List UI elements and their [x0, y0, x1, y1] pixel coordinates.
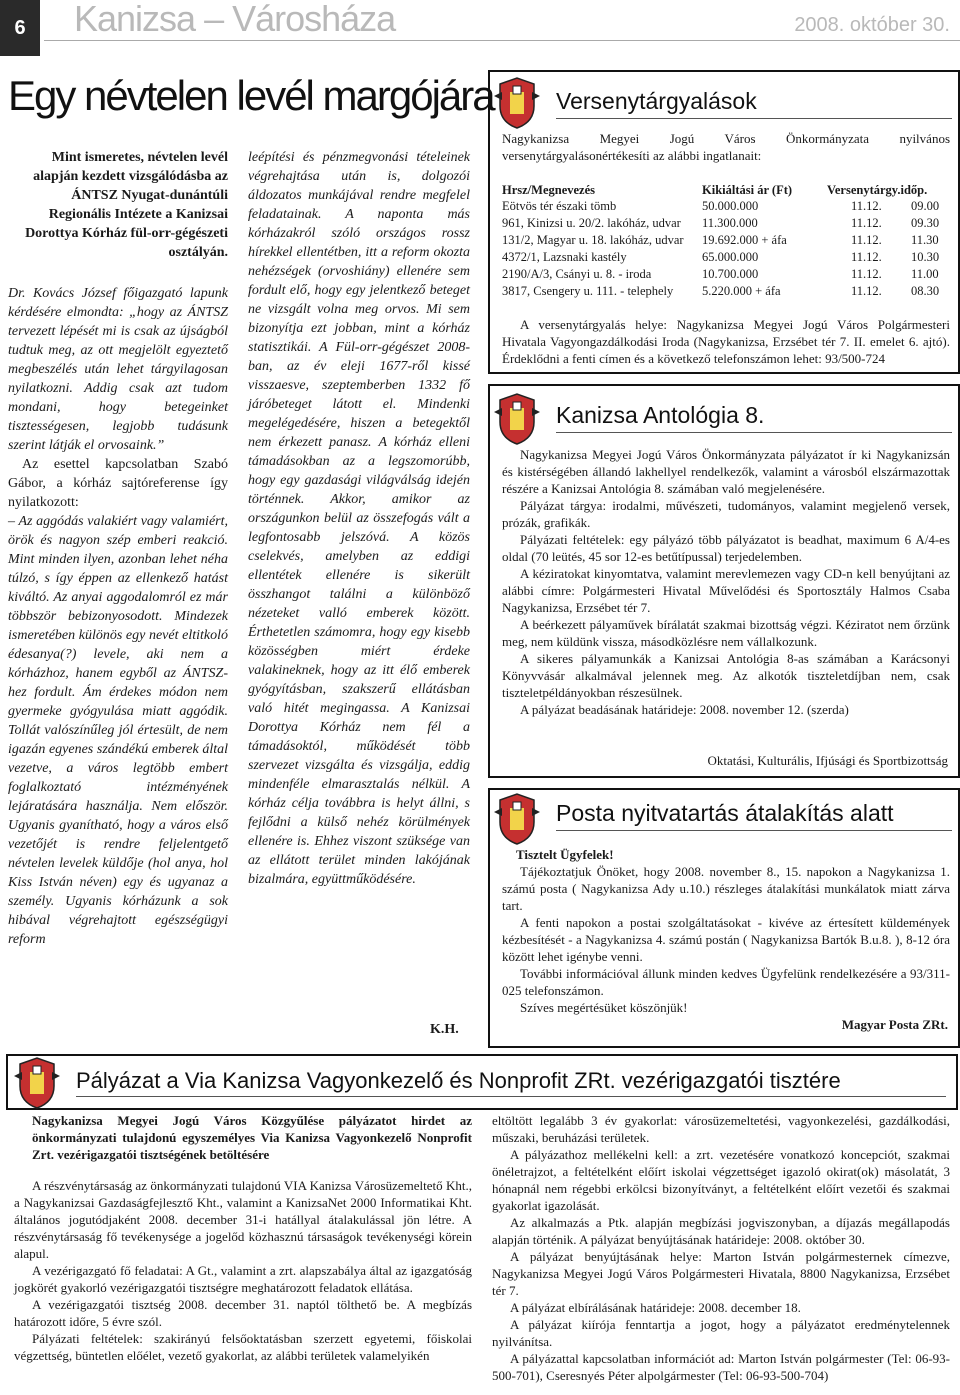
title-underline: [76, 1096, 946, 1097]
tender-paragraph: A részvénytársaság az önkormányzati tulajdonú VIA Kanizsa Városüzemeltető Kht., a Nagykanizsai Gazdaságfejlesztő Kht., valamint a KanizsaNet 2000 Informatikai Kht. általános jogutódjaként 2008. december 31-i hatállyal átalakulással jön létre. A részvénytársaság fő tevékenysége a jogelőd közhasznú társaságok tevékenységi körein alapul.: [14, 1178, 472, 1261]
post-paragraph: Tájékoztatjuk Önöket, hogy 2008. november 8., 15. napokon a Nagykanizsa 1. számú posta ( Nagykanizsa Ady u.10.) részleges átalakítási munkálatok miatt zárva tart.: [502, 864, 950, 913]
table-cell: 19.692.000 + áfa: [702, 233, 787, 247]
post-body: [502, 846, 950, 1016]
article-lead: Mint ismeretes, névtelen levél alapján kezdett vizsgálódásba az ÁNTSZ Nyugat-dunántúli Regionális Intézete a Kanizsai Dorottya Kórház fül-orr-gégészeti osztályán.: [25, 150, 228, 260]
table-cell: 09.00: [911, 199, 940, 213]
table-row: [502, 216, 939, 233]
anthology-paragraph: A pályázat beadásának határideje: 2008. november 12. (szerda): [520, 702, 849, 717]
table-row: [502, 250, 939, 267]
tender-paragraph: A pályázattal kapcsolatban információt ad: Marton István polgármester (Tel: 06-93-500-701), Cseresnyés Péter alpolgármester (Tel: 06-93-500-704): [492, 1351, 950, 1383]
table-cell: 11.12.: [851, 233, 882, 247]
anthology-paragraph: Pályázat tárgya: irodalmi, művészeti, tudományos, valamint megjelenő versek, prózák, grafikák.: [502, 498, 950, 530]
anthology-paragraph: A sikeres pályamunkák a Kanizsai Antológia 8-as számában a Karácsonyi Könyvvásár alkalmával jelennek meg. Az alkotók tiszteletdíjban nem, csak tiszteletpéldányokban részesülnek.: [502, 651, 950, 700]
table-cell: 11.12.: [851, 284, 882, 298]
table-cell: 11.00: [911, 267, 939, 281]
column-header: Versenytárgy.időp.: [827, 183, 928, 197]
tender-paragraph: A pályázat kiírója fenntartja a jogot, hogy a pályázatot eredménytelennek nyilvánítsa.: [492, 1317, 950, 1349]
tender-paragraph: A vezérigazgatói tisztség 2008. december 31. naptól tölthető be. A megbízás határozott időre, 5 évre szól.: [14, 1297, 472, 1329]
auction-intro: Nagykanizsa Megyei Jogú Város Önkormányzata nyilvános versenytárgyalásonértékesíti az alábbi ingatlanait:: [502, 131, 950, 163]
table-row: [502, 267, 939, 284]
anthology-paragraph: Pályázati feltételek: egy pályázó több pályázatot is beadhat, maximum 6 A/4-es oldal (70 leütés, 45 sor 12-es betűtípussal) terjedelemben.: [502, 532, 950, 564]
column-header: Hrsz/Megnevezés: [502, 183, 596, 197]
tender-title: Pályázat a Via Kanizsa Vagyonkezelő és Nonprofit ZRt. vezérigazgatói tisztére: [76, 1068, 841, 1093]
title-underline: [556, 118, 952, 119]
table-cell: 961, Kinizsi u. 20/2. lakóház, udvar: [502, 216, 681, 230]
page-number: 6: [0, 0, 40, 56]
table-cell: 11.300.000: [702, 216, 758, 230]
table-cell: 11.12.: [851, 216, 882, 230]
post-paragraph: További információval állunk minden kedves Ügyfelünk rendelkezésére a 93/311-025 telefonszámon.: [502, 966, 950, 998]
table-cell: Eötvös tér északi tömb: [502, 199, 617, 213]
table-row: [502, 233, 939, 250]
tender-left-column: [14, 1112, 472, 1364]
post-signature: Magyar Posta ZRt.: [841, 1017, 948, 1032]
tender-lead: Nagykanizsa Megyei Jogú Város Közgyűlése pályázatot hirdet az önkormányzati tulajdonú egyszemélyes Via Kanizsa Vagyonkezelő Nonprofit Zrt. vezérigazgatói tisztségének betöltésére: [32, 1113, 472, 1162]
table-cell: 65.000.000: [702, 250, 759, 264]
table-cell: 11.12.: [851, 267, 882, 281]
tender-paragraph: A pályázat benyújtásának helye: Marton István polgármesternek címezve, Nagykanizsa Megyei Jogú Város Polgármesteri Hivatala, 8800 Nagykanizsa, Erzsébet tér 7.: [492, 1249, 950, 1298]
table-cell: 2190/A/3, Csányi u. 8. - iroda: [502, 267, 652, 281]
table-header-row: [502, 182, 939, 199]
anthology-paragraph: A beérkezett pályaművek bírálatát szakmai bizottság végzi. Kéziratot nem őrzünk meg, nem küldünk vissza, másodközlésre nem vállalkozunk.: [502, 617, 950, 649]
article-column-1: [8, 148, 228, 949]
table-cell: 09.30: [911, 216, 940, 230]
city-crest-icon: [492, 390, 542, 451]
table-cell: 11.30: [911, 233, 939, 247]
tender-paragraph: A vezérigazgató fő feladatai: A Gt., valamint a zrt. alapszabálya által az igazgatóság jogkörét gyakorló vezérigazgatói tisztségre meghatározott feladatok ellátása.: [14, 1263, 472, 1295]
table-cell: 50.000.000: [702, 199, 759, 213]
city-crest-icon: [492, 74, 542, 135]
post-paragraph: Szíves megértésüket köszönjük!: [520, 1000, 688, 1015]
table-cell: 10.700.000: [702, 267, 759, 281]
table-cell: 11.12.: [851, 250, 882, 264]
article-title: Egy névtelen levél margójára: [8, 72, 494, 119]
table-row: [502, 199, 939, 216]
table-cell: 5.220.000 + áfa: [702, 284, 781, 298]
tender-paragraph: Az alkalmazás a Ptk. alapján megbízási jogviszonyban, a díjazás megállapodás alapján történik. A pályázat benyújtásának határideje: 2008. október 30.: [492, 1215, 950, 1247]
city-crest-icon: [492, 790, 542, 851]
anthology-paragraph: Nagykanizsa Megyei Jogú Város Önkormányzata pályázatot ír ki Nagykanizsán és kistérségében állandó lakhellyel rendelkezők, valamint a városból elszármazottak részére a Kanizsai Antológia 8. számában való megjelenésére.: [502, 447, 950, 496]
table-cell: 10.30: [911, 250, 940, 264]
post-paragraph: A fenti napokon a postai szolgáltatásokat - kivéve az értesített küldemények kézbesítését - a Nagykanizsa 4. számú postán ( Nagykanizsa Bartók B.u.8. ), 8-12 óra között lehet igénybe venni.: [502, 915, 950, 964]
table-cell: 131/2, Magyar u. 18. lakóház, udvar: [502, 233, 684, 247]
article-paragraph: – Az aggódás valakiért vagy valamiért, örök és nagyon szép emberi reakció. Mint minden ilyen, azonban lehet néha túlzó, s így éppen az ellenkező hatást kiváltó. Az anyai aggodalomról ez már többször bebizonyosodott. Mindezek ismeretében különös egy nevét eltitkoló édesanya(?) levele, aki nem a kórházhoz, hanem egyből az ÁNTSZ-hez fordult. Ám érdekes módon nem gyermeke gyógyulása miatt aggódik. Tollát valószínűleg jól értesült, de nem igazán egyenes szándékú emberek által vezetve, a város legtöbb embert foglalkoztató intézményének lejáratására használja. Nem először. Ugyanis gyanítható, hogy a város első vezetőjét is rendre feljelentgető névtelen levelek küldője (hol anya, hol Kiss István néven) egy és ugyanaz a személy. Ugyanis kórházunk a sok hibával végrehajtott egészségügyi reform: [8, 514, 228, 947]
city-crest-icon: [12, 1054, 62, 1115]
section-header-title: Kanizsa – Városháza: [74, 0, 396, 39]
anthology-body: [502, 446, 950, 718]
title-underline: [556, 432, 952, 433]
article-paragraph: Az esettel kapcsolatban Szabó Gábor, a kórház sajtóreferense így nyilatkozott:: [8, 457, 228, 510]
header-divider: [44, 40, 960, 41]
auction-footer: A versenytárgyalás helye: Nagykanizsa Megyei Jogú Város Polgármesteri Hivatala Vagyongazdálkodási Iroda (Nagykanizsa, Erzsébet tér 7. II. emelet 6. ajtó). Érdeklődni a fenti címen és a következő telefonszámon lehet: 93/500-724: [502, 317, 950, 366]
table-cell: 08.30: [911, 284, 940, 298]
anthology-paragraph: A kéziratokat kinyomtatva, valamint merevlemezen vagy CD-n kell benyújtani az alábbi címre: Polgármesteri Hivatal Művelődési és Sportosztály Halmos Csaba Nagykanizsa, Erzsébet tér 7.: [502, 566, 950, 615]
tender-paragraph: Pályázati feltételek: szakirányú felsőoktatásban szerzett egyetemi, főiskolai végzettség, büntetlen előélet, vezető gyakorlat, az alábbi területek valamelyikén: [14, 1331, 472, 1363]
article-signature: K.H.: [430, 1022, 459, 1037]
tender-paragraph: A pályázat elbírálásának határideje: 2008. december 18.: [510, 1300, 801, 1315]
tender-right-column: [492, 1112, 950, 1384]
post-title: Posta nyitvatartás átalakítás alatt: [556, 800, 894, 826]
tender-paragraph: eltöltött legalább 3 év gyakorlat: városüzemeltetési, vagyonkezelési, gazdálkodási, műszaki, beruházási területek.: [492, 1113, 950, 1145]
post-greeting: Tisztelt Ügyfelek!: [516, 847, 614, 862]
article-column-2: [248, 148, 470, 889]
table-cell: 4372/1, Lazsnaki kastély: [502, 250, 627, 264]
table-cell: 3817, Csengery u. 111. - telephely: [502, 284, 674, 298]
article-paragraph: leépítési és pénzmegvonási tételeinek végrehajtása után is, dolgozói áldozatos munkájával rendre megfelel feladatainak. A naponta más kórházakról szóló országos rossz hírekkel ellentétben, itt a reform okozta nehézségek (orvoshiány) ellenére sem fordult elő, hogy egy jelentkező beteget ne vizsgált volna meg orvos. Mi sem bizonyítja ezt jobban, mint a kórház statisztikái. A Fül-orr-gégészet 2008-ban, az év eleji 1677-ről kissé visszaesve, szeptemberben 1332 fő járóbeteget látott el. Mindenki megelégedésére, hiszen a betegektől nem érkezett panasz. A kórház elleni támadásokban az a legszomorúbb, hogy egy gazdasági világválság idején történnek. Akkor, amikor az országunkon belül az összefogás vált a legfontosabb jelszóvá. A közös cselekvés, amelyben az eddigi ellentétek ellenére is sikerült összhangot találni a különböző nézeteket valló emberek között. Érthetetlen számomra, hogy egy kisebb közösségben miért érdeke valakineknek, hogy az itt élő emberek gyógyításban, szakszerű ellátásban való hitét megingassa. A Kanizsai Dorottya Kórház nem fél a támadásoktól, működését több szervezet vizsgálta és vizsgálja, eddig mindenféle elmarasztalás nélkül. A kórház célja továbbra is helyt állni, s fejlődni a külső nehéz körülmények ellenére is. Ehhez viszont szüksége van az ellátott terület minden lakójának bizalmára, együttműködésére.: [248, 150, 470, 887]
title-underline: [556, 830, 952, 831]
anthology-signature: Oktatási, Kulturális, Ifjúsági és Sportbizottság: [707, 753, 948, 768]
column-header: Kikiáltási ár (Ft): [702, 183, 793, 197]
table-row: [502, 284, 939, 301]
table-cell: 11.12.: [851, 199, 882, 213]
anthology-title: Kanizsa Antológia 8.: [556, 402, 765, 428]
article-paragraph: Dr. Kovács József főigazgató lapunk kérdésére elmondta: „hogy az ÁNTSZ tervezett lépését mi is csak az újságból tudtuk meg, az ott megjelölt egyeztető megbeszélés után lehet tárgyilagosan nyilatkozni. Addig csak azt tudom mondani, hogy betegeinket tisztességesen, legjobb tudásunk szerint látják el orvosaink.”: [8, 286, 228, 453]
issue-date: 2008. október 30.: [794, 14, 950, 36]
tender-paragraph: A pályázathoz mellékelni kell: a zrt. vezetésére vonatkozó koncepciót, szakmai önéletrajzot, a feltételként előírt iskolai végzettséget igazoló okirat(ok) másolatát, 3 hónapnál nem régebbi erkölcsi bizonyítványt, a feltételként előírt vezetői és szakmai gyakorlat igazolását.: [492, 1147, 950, 1213]
auction-table: [502, 182, 939, 301]
auction-title: Versenytárgyalások: [556, 88, 757, 114]
